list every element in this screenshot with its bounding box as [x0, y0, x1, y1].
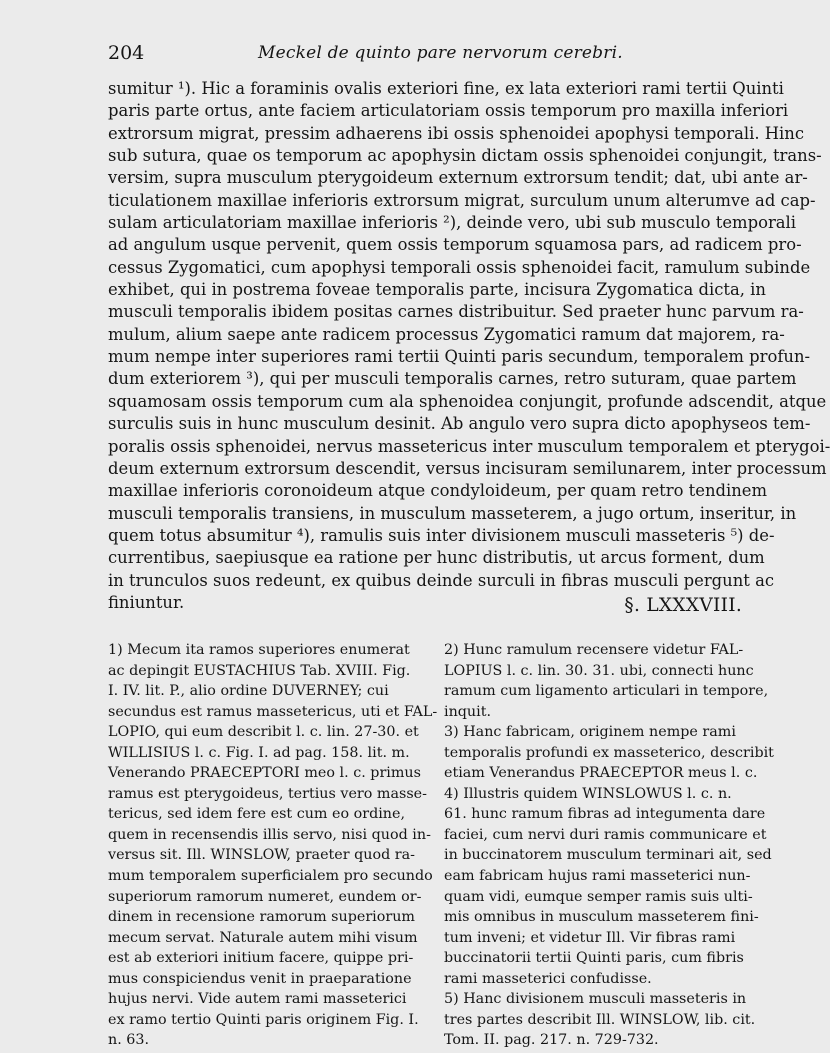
footnote-line: ramum cum ligamento articulari in tempore, [444, 683, 769, 700]
text-line: versim, supra musculum pterygoideum externum extrorsum tendit; dat, ubi ante ar- [108, 168, 808, 188]
footnote-line: tum inveni; et videtur Ill. Vir fibras rami [444, 929, 736, 946]
text-line: sub sutura, quae os temporum ac apophysin dictam ossis sphenoidei conjungit, trans- [108, 146, 822, 166]
footnote-line: inquit. [444, 703, 492, 720]
footnote-line: mecum servat. Naturale autem mihi visum [108, 929, 418, 946]
footnote-line: mum temporalem superficialem pro secundo [108, 868, 433, 885]
text-line: dum exteriorem ³), qui per musculi temporalis carnes, retro suturam, quae partem [108, 369, 797, 389]
footnote-line: 3) Hanc fabricam, originem nempe rami [444, 724, 736, 741]
footnote-line: ac depingit EUSTACHIUS Tab. XVIII. Fig. [108, 662, 411, 679]
footnote-line: secundus est ramus massetericus, uti et FAL- [108, 703, 438, 720]
footnote-line: faciei, cum nervi duri ramis communicare et [444, 826, 767, 843]
text-line: mulum, alium saepe ante radicem processus Zygomatici ramum dat majorem, ra- [108, 324, 785, 344]
footnote-line: ex ramo tertio Quinti paris originem Fig. I. [108, 1011, 419, 1028]
footnote-line: eam fabricam hujus rami masseterici nun- [444, 868, 751, 885]
footnote-line: LOPIO, qui eum describit l. c. lin. 27-30. et [108, 724, 419, 741]
footnote-line: 2) Hunc ramulum recensere videtur FAL- [444, 642, 744, 658]
page-number: 204 [108, 42, 145, 64]
footnote-line: Tom. II. pag. 217. n. 729-732. [444, 1032, 659, 1049]
footnote-line: rami masseterici confudisse. [444, 970, 652, 987]
text-line: ticulationem maxillae inferioris extrorsum migrat, surculum unum alterumve ad cap- [108, 190, 816, 210]
footnote-line: est ab exteriori initium facere, quippe pri- [108, 950, 414, 967]
text-line: currentibus, saepiusque ea ratione per hunc distributis, ut arcus forment, dum [108, 548, 765, 568]
footnote-line: buccinatorii tertii Quinti paris, cum fibris [444, 950, 744, 967]
footnote-line: tericus, sed idem fere est cum eo ordine, [108, 806, 406, 823]
footnote-line: mis omnibus in musculum masseterem fini- [444, 909, 759, 926]
footnote-line: in buccinatorem musculum terminari ait, sed [444, 847, 772, 864]
footnotes-right-column [444, 640, 774, 1051]
section-heading: §. LXXXVIII. [624, 595, 742, 616]
text-line: cessus Zygomatici, cum apophysi temporali ossis sphenoidei facit, ramulum subinde [108, 257, 811, 277]
footnote-line: WILLISIUS l. c. Fig. I. ad pag. 158. lit. m. [108, 744, 410, 761]
footnote-line: quam vidi, eumque semper ramis suis ulti- [444, 888, 753, 905]
main-body-text [108, 78, 830, 614]
footnote-line: temporalis profundi ex masseterico, describit [444, 744, 774, 761]
text-line: poralis ossis sphenoidei, nervus massetericus inter musculum temporalem et pterygoi- [108, 436, 830, 456]
footnote-line: tres partes describit Ill. WINSLOW, lib. cit. [444, 1011, 756, 1028]
footnote-line: superiorum ramorum numeret, eundem or- [108, 888, 422, 905]
text-line: sumitur ¹). Hic a foraminis ovalis exteriori fine, ex lata exteriori rami tertii Quinti [108, 79, 784, 98]
running-title: Meckel de quinto pare nervorum cerebri. [258, 43, 623, 63]
text-line: squamosam ossis temporum cum ala sphenoidea conjungit, profunde adscendit, atque [108, 391, 827, 411]
footnote-line: Venerando PRAECEPTORI meo l. c. primus [108, 765, 421, 782]
text-line: in trunculos suos redeunt, ex quibus deinde surculi in fibras musculi pergunt ac [108, 570, 775, 590]
text-line: extrorsum migrat, pressim adhaerens ibi ossis sphenoidei apophysi temporali. Hinc [108, 123, 805, 143]
footnote-line: ramus est pterygoideus, tertius vero masse- [108, 785, 427, 802]
footnotes-left-column [108, 640, 438, 1051]
footnote-line: 4) Illustris quidem WINSLOWUS l. c. n. [444, 785, 732, 802]
footnote-line: I. IV. lit. P., alio ordine DUVERNEY; cui [108, 683, 389, 700]
text-line: exhibet, qui in postrema foveae temporalis parte, incisura Zygomatica dicta, in [108, 280, 766, 300]
text-line: finiuntur. [108, 592, 185, 612]
footnote-line: dinem in recensione ramorum superiorum [108, 909, 415, 926]
text-line: musculi temporalis ibidem positas carnes distribuitur. Sed praeter hunc parvum ra- [108, 302, 804, 322]
footnote-line: hujus nervi. Vide autem rami masseterici [108, 991, 407, 1008]
text-line: quem totus absumitur ⁴), ramulis suis inter divisionem musculi masseteris ⁵) de- [108, 525, 775, 545]
text-line: mum nempe inter superiores rami tertii Quinti paris secundum, temporalem profun- [108, 347, 811, 367]
footnote-line: etiam Venerandus PRAECEPTOR meus l. c. [444, 765, 758, 782]
text-line: musculi temporalis transiens, in musculum masseterem, a jugo ortum, inseritur, in [108, 503, 797, 523]
footnote-line: 5) Hanc divisionem musculi masseteris in [444, 991, 747, 1008]
footnote-line: 1) Mecum ita ramos superiores enumerat [108, 642, 410, 658]
text-line: sulam articulatoriam maxillae inferioris ²), deinde vero, ubi sub musculo temporali [108, 213, 797, 233]
footnote-line: LOPIUS l. c. lin. 30. 31. ubi, connecti hunc [444, 662, 754, 679]
footnote-line: mus conspiciendus venit in praeparatione [108, 970, 412, 987]
page-header [108, 40, 738, 68]
footnote-line: n. 63. [108, 1032, 150, 1049]
footnote-line: 61. hunc ramum fibras ad integumenta dare [444, 806, 766, 823]
text-line: ad angulum usque pervenit, quem ossis temporum squamosa pars, ad radicem pro- [108, 235, 802, 255]
footnote-line: quem in recensendis illis servo, nisi quod in- [108, 826, 431, 843]
footnote-line: versus sit. Ill. WINSLOW, praeter quod ra- [108, 847, 415, 864]
text-line: paris parte ortus, ante faciem articulatoriam ossis temporum pro maxilla inferiori [108, 101, 789, 121]
text-line: surculis suis in hunc musculum desinit. Ab angulo vero supra dicto apophyseos tem- [108, 414, 811, 434]
text-line: deum externum extrorsum descendit, versus incisuram semilunarem, inter processum [108, 458, 827, 478]
text-line: maxillae inferioris coronoideum atque condyloideum, per quam retro tendinem [108, 481, 768, 501]
